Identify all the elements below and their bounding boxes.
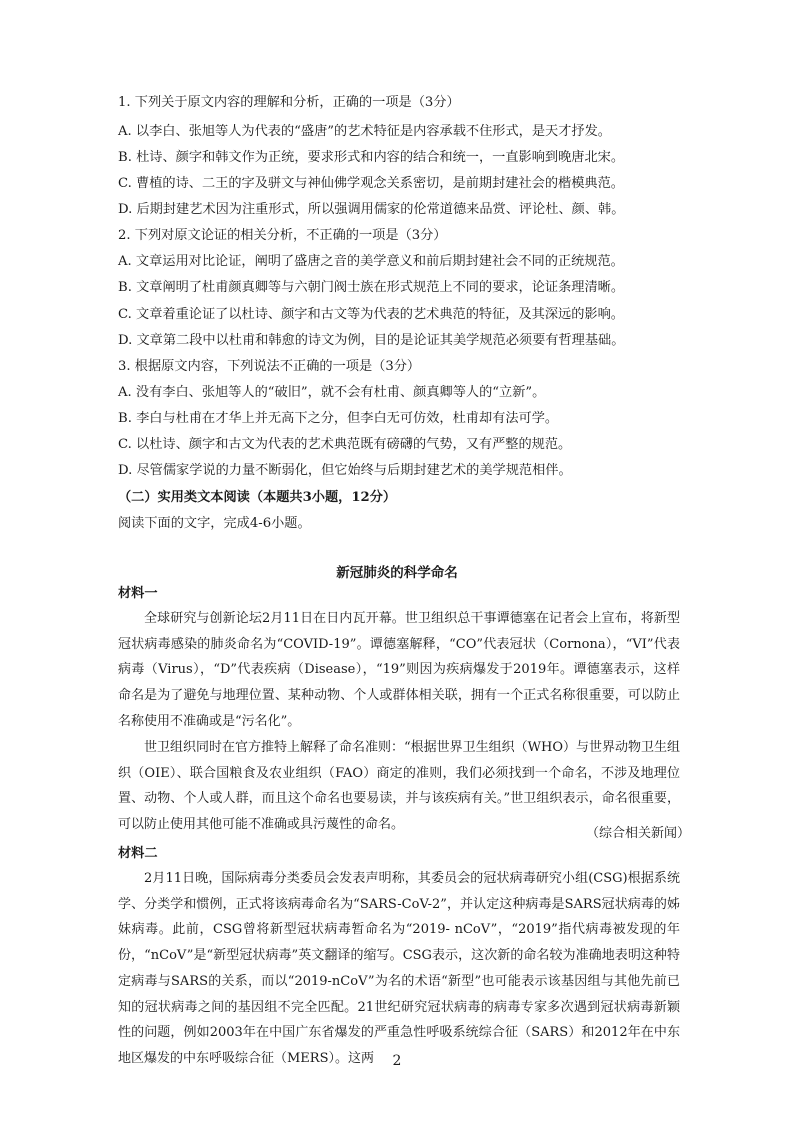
section-heading: （二）实用类文本阅读（本题共3小题，12分）: [118, 490, 397, 505]
article-title: 新冠肺炎的科学命名: [336, 565, 458, 581]
question-3-option-c: C. 以杜诗、颜字和古文为代表的艺术典范既有磅礴的气势，又有严整的规范。: [118, 437, 572, 452]
question-1-option-a: A. 以李白、张旭等人为代表的“盛唐”的艺术特征是内容承载不住形式，是天才抒发。: [118, 124, 611, 139]
question-3-option-a: A. 没有李白、张旭等人的“破旧”，就不会有杜甫、颜真卿等人的“立新”。: [118, 385, 546, 400]
question-2-option-b: B. 文章阐明了杜甫颜真卿等与六朝门阀士族在形式规范上不同的要求，论证条理清晰。: [118, 280, 625, 295]
question-1-stem: 1. 下列关于原文内容的理解和分析，正确的一项是（3分）: [118, 95, 460, 110]
material-2-label: 材料二: [118, 846, 158, 861]
material-1-source: （综合相关新闻）: [585, 826, 690, 841]
question-3-option-b: B. 李白与杜甫在才华上并无高下之分，但李白无可仿效，杜甫却有法可学。: [118, 411, 559, 426]
page-number: 2: [392, 1053, 402, 1069]
question-1-option-b: B. 杜诗、颜字和韩文作为正统，要求形式和内容的结合和统一，一直影响到晚唐北宋。: [118, 150, 625, 165]
material-1-label: 材料一: [118, 586, 158, 601]
question-3-stem: 3. 根据原文内容，下列说法不正确的一项是（3分）: [118, 359, 421, 374]
question-3-option-d: D. 尽管儒家学说的力量不断弱化，但它始终与后期封建艺术的美学规范相伴。: [118, 463, 572, 478]
material-1-paragraph-2: 世卫组织同时在官方推特上解释了命名准则：“根据世界卫生组织（WHO）与世界动物卫生组织（OIE）、联合国粮食及农业组织（FAO）商定的准则，我们必须找到一个命名，不涉及地理位置、动物、个人或人群，而且这个命名也要易读，并与该疾病有关。”世卫组织表示，命名很重要，可以防止使用其他可能不准确或具污蔑性的命名。: [118, 740, 681, 833]
material-1-paragraph-1: 全球研究与创新论坛2月11日在日内瓦开幕。世卫组织总干事谭德塞在记者会上宣布，将新型冠状病毒感染的肺炎命名为“COVID-19”。谭德塞解释，“CO”代表冠状（Cornona），“VI”代表病毒（Virus），“D”代表疾病（Disease），“19”则因为疾病爆发于2019年。谭德塞表示，这样命名是为了避免与地理位置、某种动物、个人或群体相关联，拥有一个正式名称很重要，可以防止名称使用不准确或是“污名化”。: [118, 611, 680, 729]
question-1-option-c: C. 曹植的诗、二王的字及骈文与神仙佛学观念关系密切，是前期封建社会的楷模典范。: [118, 176, 624, 191]
question-2-stem: 2. 下列对原文论证的相关分析，不正确的一项是（3分）: [118, 228, 447, 243]
question-2-option-c: C. 文章着重论证了以杜诗、颜字和古文等为代表的艺术典范的特征，及其深远的影响。: [118, 307, 624, 322]
question-2-option-d: D. 文章第二段中以杜甫和韩愈的诗文为例，目的是论证其美学规范必须要有哲理基础。: [118, 333, 625, 348]
section-instruction: 阅读下面的文字，完成4-6小题。: [118, 516, 311, 531]
material-2-paragraph-1: 2月11日晚，国际病毒分类委员会发表声明称，其委员会的冠状病毒研究小组(CSG)根据系统学、分类学和惯例，正式将该病毒命名为“SARS-CoV-2”，并认定这种病毒是SARS冠状病毒的姊妹病毒。此前，CSG曾将新型冠状病毒暂命名为“2019- nCoV”，“2019”指代病毒被发现的年份，“nCoV”是“新型冠状病毒”英文翻译的缩写。CSG表示，这次新的命名较为准确地表明这种特定病毒与SARS的关系，而以“2019-nCoV”为名的术语“新型”也可能表示该基因组与其他先前已知的冠状病毒之间的基因组不完全匹配。21世纪研究冠状病毒的病毒专家多次遇到冠状病毒新颖性的问题，例如2003年在中国广东省爆发的严重急性呼吸系统综合征（SARS）和2012年在中东地区爆发的中东呼吸综合征（MERS）。这两: [118, 871, 680, 1066]
question-1-option-d: D. 后期封建艺术因为注重形式，所以强调用儒家的伦常道德来品赏、评论杜、颜、韩。: [118, 202, 625, 217]
question-2-option-a: A. 文章运用对比论证，阐明了盛唐之音的美学意义和前后期封建社会不同的正统规范。: [118, 254, 624, 269]
